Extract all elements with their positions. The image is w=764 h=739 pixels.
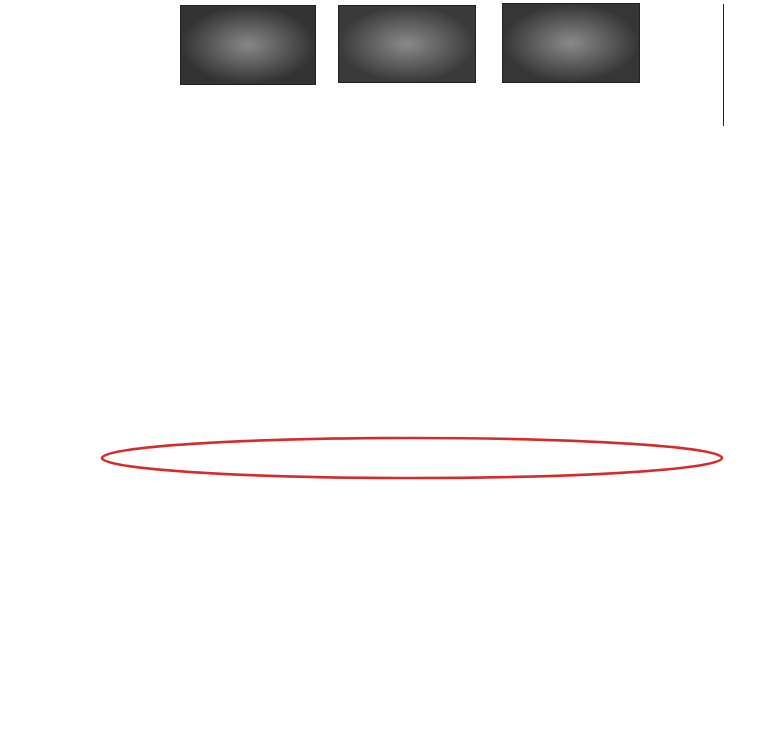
side-title-rule [723, 4, 724, 126]
side-title [691, 2, 727, 132]
date-photo-1 [180, 5, 316, 85]
date-photo-3 [502, 3, 640, 83]
date-photo-2 [338, 5, 476, 83]
